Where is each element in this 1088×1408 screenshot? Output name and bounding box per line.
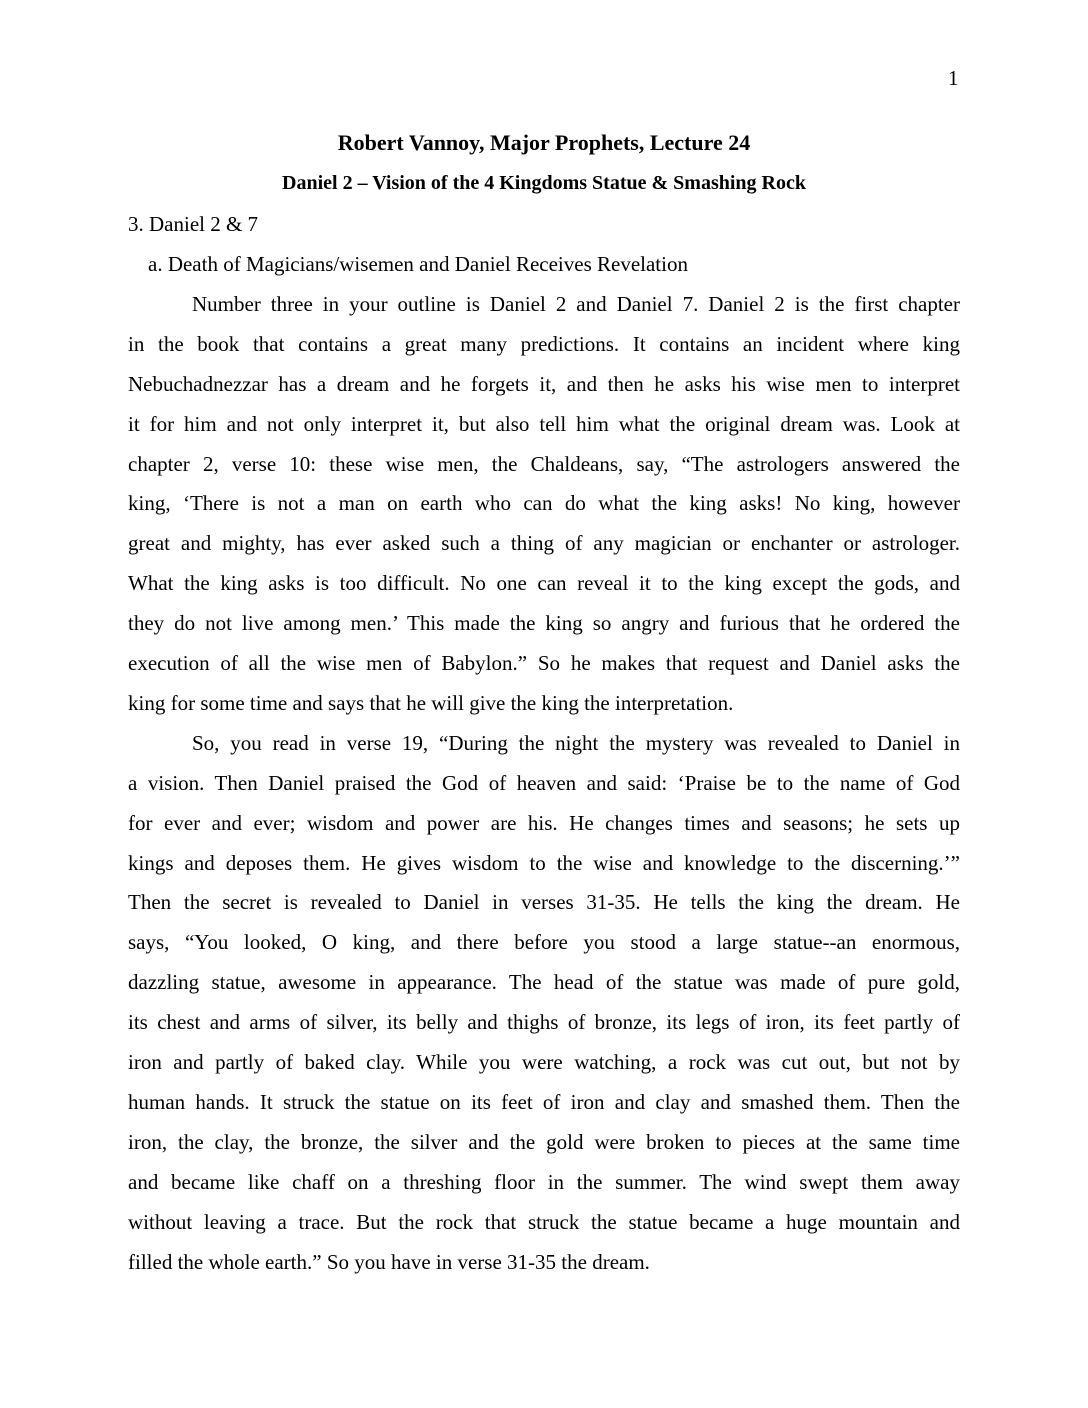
paragraph-2-line: iron and partly of baked clay. While you were watching, a rock was cut out, but not by — [128, 1050, 960, 1074]
paragraph-2-line: kings and deposes them. He gives wisdom to the wise and knowledge to the discerning.’” — [128, 851, 960, 875]
outline-section: 3. Daniel 2 & 7 — [128, 212, 259, 236]
paragraph-2-line: for ever and ever; wisdom and power are his. He changes times and seasons; he sets up — [128, 811, 960, 835]
paragraph-2-line: So, you read in verse 19, “During the night the mystery was revealed to Daniel in — [192, 731, 960, 755]
paragraph-2-line: says, “You looked, O king, and there before you stood a large statue--an enormous, — [128, 930, 960, 954]
paragraph-1-line: in the book that contains a great many predictions. It contains an incident where king — [128, 332, 960, 356]
paragraph-2-line: iron, the clay, the bronze, the silver and the gold were broken to pieces at the same time — [128, 1130, 960, 1154]
paragraph-1-line: king for some time and says that he will give the king the interpretation. — [128, 691, 734, 715]
paragraph-2-line: filled the whole earth.” So you have in verse 31-35 the dream. — [128, 1250, 650, 1274]
paragraph-1-line: execution of all the wise men of Babylon.” So he makes that request and Daniel asks the — [128, 651, 960, 675]
document-title: Robert Vannoy, Major Prophets, Lecture 24 — [337, 130, 751, 155]
outline-subsection: a. Death of Magicians/wisemen and Daniel Receives Revelation — [148, 252, 688, 276]
document-subtitle: Daniel 2 – Vision of the 4 Kingdoms Statue & Smashing Rock — [282, 172, 806, 194]
paragraph-2-line: its chest and arms of silver, its belly and thighs of bronze, its legs of iron, its feet partly of — [128, 1010, 960, 1034]
paragraph-2-line: without leaving a trace. But the rock that struck the statue became a huge mountain and — [128, 1210, 960, 1234]
paragraph-1-line: it for him and not only interpret it, but also tell him what the original dream was. Look at — [128, 412, 960, 436]
paragraph-1-line: they do not live among men.’ This made the king so angry and furious that he ordered the — [128, 611, 960, 635]
paragraph-1-line: Number three in your outline is Daniel 2 and Daniel 7. Daniel 2 is the first chapter — [192, 292, 960, 316]
paragraph-1-line: king, ‘There is not a man on earth who can do what the king asks! No king, however — [128, 491, 960, 515]
paragraph-1-line: chapter 2, verse 10: these wise men, the Chaldeans, say, “The astrologers answered the — [128, 452, 960, 476]
paragraph-2-line: and became like chaff on a threshing floor in the summer. The wind swept them away — [128, 1170, 960, 1194]
paragraph-2-line: dazzling statue, awesome in appearance. The head of the statue was made of pure gold, — [128, 970, 960, 994]
paragraph-2-line: Then the secret is revealed to Daniel in verses 31-35. He tells the king the dream. He — [128, 890, 960, 914]
paragraph-1-line: Nebuchadnezzar has a dream and he forgets it, and then he asks his wise men to interpret — [128, 372, 960, 396]
paragraph-1-line: great and mighty, has ever asked such a thing of any magician or enchanter or astrologer. — [128, 531, 960, 555]
paragraph-1-line: What the king asks is too difficult. No one can reveal it to the king except the gods, and — [128, 571, 960, 595]
page-number: 1 — [948, 66, 959, 90]
paragraph-2-line: a vision. Then Daniel praised the God of heaven and said: ‘Praise be to the name of God — [128, 771, 960, 795]
paragraph-2-line: human hands. It struck the statue on its feet of iron and clay and smashed them. Then the — [128, 1090, 960, 1114]
